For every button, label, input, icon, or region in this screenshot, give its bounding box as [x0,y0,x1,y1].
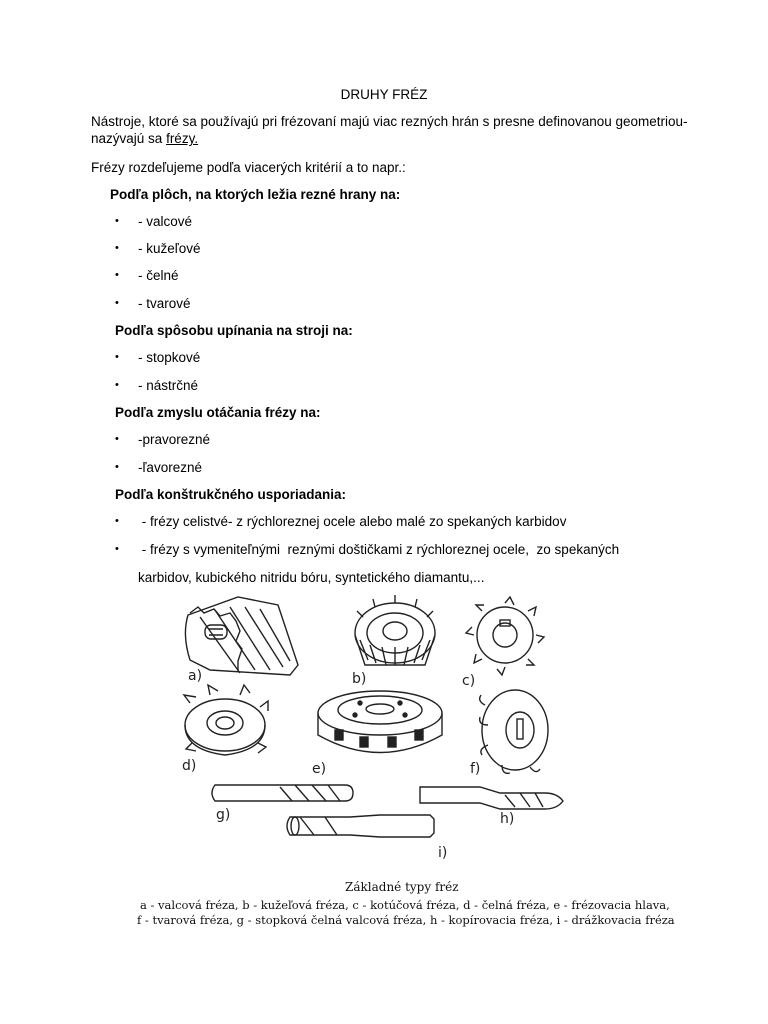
figure-label-a: a) [188,668,203,684]
figure-label-i: i) [438,845,448,861]
figure-caption-line-2: f - tvarová fréza, g - stopková čelná valcová fréza, h - kopírovacia fréza, i - drážkovacia fréza [137,913,675,927]
bullet-marker: • [115,297,119,309]
copying-cutter-drawing [420,787,563,809]
bullet-marker: • [115,215,119,227]
list-item: -ľavorezné [138,460,202,475]
list-item: - kužeľové [138,241,201,256]
figure-label-d: d) [182,758,197,774]
bullet-marker: • [115,515,119,527]
section-heading: Podľa spôsobu upínania na stroji na: [115,323,353,338]
conical-cutter-drawing [355,595,435,665]
term-frezy: frézy. [166,131,199,146]
bullet-marker: • [115,269,119,281]
section-heading: Podľa konštrukčného usporiadania: [115,487,346,502]
bullet-marker: • [115,461,119,473]
bullet-marker: • [115,379,119,391]
section-heading: Podľa zmyslu otáčania frézy na: [115,405,321,420]
figure-label-b: b) [352,671,367,687]
list-item-continuation: karbidov, kubického nitridu bóru, syntetického diamantu,... [138,570,485,585]
figure-label-g: g) [216,807,231,823]
figure-caption-line-1: a - valcová fréza, b - kužeľová fréza, c - kotúčová fréza, d - čelná fréza, e - frézovacia hlava, [140,898,670,912]
face-cutter-drawing [184,685,268,755]
milling-head-drawing [318,691,442,753]
bullet-marker: • [115,242,119,254]
list-item: - čelné [138,268,179,283]
list-item: - valcové [138,214,193,229]
form-cutter-drawing [480,690,548,773]
bullet-marker: • [115,351,119,363]
disc-cutter-drawing [466,597,544,675]
figure-caption-title: Základné typy fréz [345,880,459,894]
bullet-marker: • [115,433,119,445]
list-item: - nástrčné [138,378,199,393]
intro-line-1: Nástroje, ktoré sa používajú pri frézovaní majú viac rezných hrán s presne definovanou geometriou- [91,114,688,129]
figure-label-e: e) [312,761,327,777]
intro-line-2 [91,131,198,147]
figure-label-h: h) [500,811,515,827]
slot-drill-drawing [287,815,434,837]
list-item: - tvarové [138,296,191,311]
figure-label-c: c) [462,673,476,689]
page-title: DRUHY FRÉZ [340,87,428,102]
intro-line-2-prefix: nazývajú sa [91,131,163,146]
list-item: - stopkové [138,350,201,365]
list-item: - frézy s vymeniteľnými reznými doštičkami z rýchloreznej ocele, zo spekaných [138,542,620,557]
cylindrical-cutter-drawing [185,597,298,675]
figure-label-f: f) [470,761,481,777]
section-heading: Podľa plôch, na ktorých ležia rezné hrany na: [110,187,401,202]
list-item: - frézy celistvé- z rýchloreznej ocele alebo malé zo spekaných karbidov [138,514,567,529]
end-mill-drawing [212,785,353,801]
criteria-intro: Frézy rozdeľujeme podľa viacerých kritérií a to napr.: [91,160,406,175]
bullet-marker: • [115,543,119,555]
list-item: -pravorezné [138,432,211,447]
